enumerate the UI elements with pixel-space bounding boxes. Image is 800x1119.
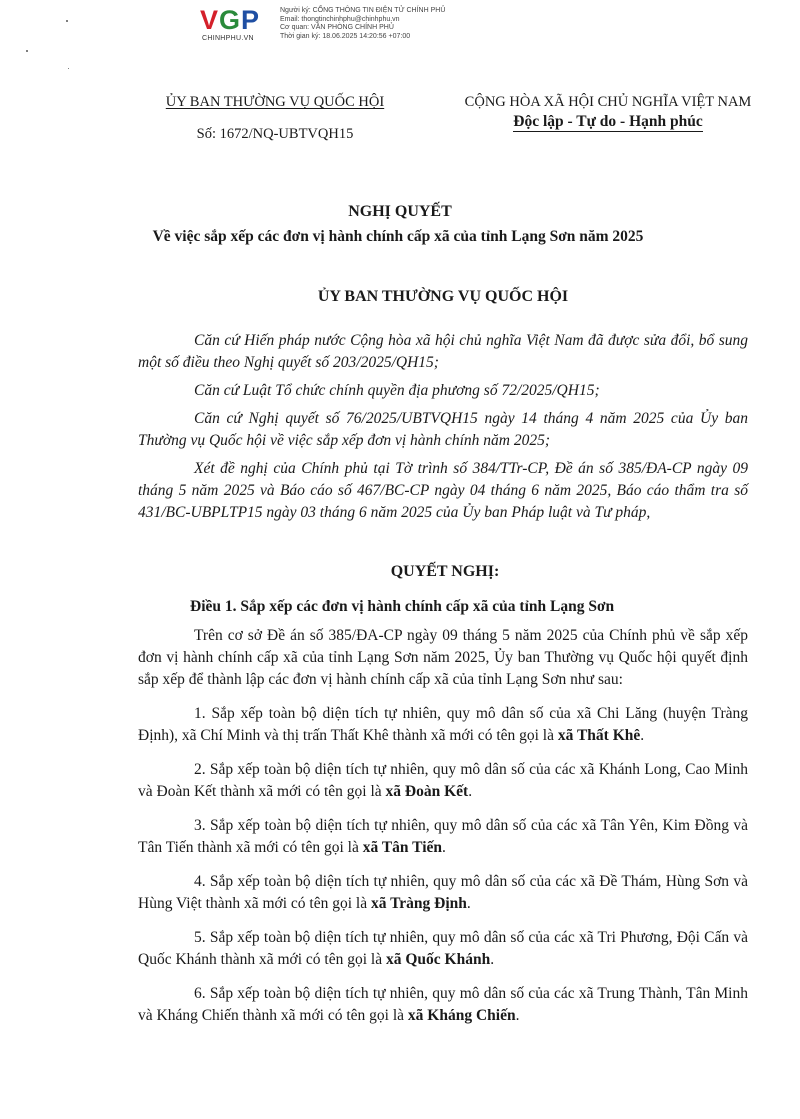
- motto-text: Độc lập - Tự do - Hạnh phúc: [513, 113, 703, 130]
- new-commune-name: xã Đoàn Kết: [385, 783, 469, 800]
- new-commune-name: xã Thất Khê: [557, 727, 641, 744]
- article-item: 2. Sắp xếp toàn bộ diện tích tự nhiên, quy mô dân số của các xã Khánh Long, Cao Minh và Đoàn Kết thành xã mới có tên gọi là xã Đoàn Kết.: [138, 761, 748, 800]
- agency-name: ỦY BAN THƯỜNG VỤ QUỐC HỘI: [165, 94, 385, 110]
- new-commune-name: xã Tân Tiến: [362, 839, 443, 856]
- signature-details: [280, 7, 445, 41]
- article-1-title: Điều 1. Sắp xếp các đơn vị hành chính cấp xã của tỉnh Lạng Sơn: [190, 598, 615, 615]
- article-item: 5. Sắp xếp toàn bộ diện tích tự nhiên, quy mô dân số của các xã Tri Phương, Đội Cấn và Quốc Khánh thành xã mới có tên gọi là xã Quốc Khánh.: [138, 929, 748, 968]
- article-item: 1. Sắp xếp toàn bộ diện tích tự nhiên, quy mô dân số của xã Chi Lăng (huyện Tràng Định), xã Chí Minh và thị trấn Thất Khê thành xã mới có tên gọi là xã Thất Khê.: [138, 705, 748, 744]
- scan-speck: [66, 20, 68, 22]
- new-commune-name: xã Quốc Khánh: [385, 951, 491, 968]
- basis-paragraph: Căn cứ Hiến pháp nước Cộng hòa xã hội chủ nghĩa Việt Nam đã được sửa đổi, bổ sung một số điều theo Nghị quyết số 203/2025/QH15;: [138, 332, 748, 371]
- legal-bases: [138, 330, 748, 524]
- vgp-logo: VGP CHINHPHU.VN: [200, 5, 261, 42]
- document-subject: Về việc sắp xếp các đơn vị hành chính cấp xã của tỉnh Lạng Sơn năm 2025: [152, 228, 644, 245]
- national-header: [428, 94, 788, 131]
- new-commune-name: xã Tràng Định: [370, 895, 467, 912]
- decision-heading: QUYẾT NGHỊ:: [390, 563, 500, 580]
- basis-paragraph: Xét đề nghị của Chính phủ tại Tờ trình số 384/TTr-CP, Đề án số 385/ĐA-CP ngày 09 tháng 5 năm 2025 và Báo cáo số 467/BC-CP ngày 04 tháng 6 năm 2025, Báo cáo thẩm tra số 431/BC-UBPLTP15 ngày 03 tháng 6 năm 2025 của Ủy ban Pháp luật và Tư pháp,: [138, 460, 748, 521]
- nation-name: CỘNG HÒA XÃ HỘI CHỦ NGHĨA VIỆT NAM: [464, 94, 752, 110]
- issuing-body: ỦY BAN THƯỜNG VỤ QUỐC HỘI: [317, 288, 569, 305]
- basis-paragraph: Căn cứ Luật Tổ chức chính quyền địa phương số 72/2025/QH15;: [194, 382, 600, 399]
- logo-subtitle: CHINHPHU.VN: [202, 35, 254, 42]
- digital-signature-stamp: [200, 6, 445, 48]
- agency-line: Cơ quan: VĂN PHÒNG CHÍNH PHỦ: [280, 24, 394, 31]
- basis-paragraph: Căn cứ Nghị quyết số 76/2025/UBTVQH15 ngày 14 tháng 4 năm 2025 của Ủy ban Thường vụ Quốc hội về việc sắp xếp đơn vị hành chính năm 2025;: [138, 410, 748, 449]
- new-commune-name: xã Kháng Chiến: [407, 1007, 516, 1024]
- document-number: Số: 1672/NQ-UBTVQH15: [196, 126, 354, 142]
- email-line: Email: thongtinchinhphu@chinhphu.vn: [280, 15, 400, 23]
- article-1-body: [138, 625, 748, 1027]
- timestamp-line: Thời gian ký: 18.06.2025 14:20:56 +07:00: [280, 32, 411, 40]
- national-motto: [428, 113, 788, 131]
- article-intro: Trên cơ sở Đề án số 385/ĐA-CP ngày 09 tháng 5 năm 2025 của Chính phủ về sắp xếp đơn vị hành chính cấp xã của tỉnh Lạng Sơn năm 2025, Ủy ban Thường vụ Quốc hội quyết định sắp xếp để thành lập các đơn vị hành chính cấp xã của tỉnh Lạng Sơn như sau:: [138, 627, 748, 688]
- agency-header: [155, 94, 395, 143]
- article-item: 4. Sắp xếp toàn bộ diện tích tự nhiên, quy mô dân số của các xã Đề Thám, Hùng Sơn và Hùng Việt thành xã mới có tên gọi là xã Tràng Định.: [138, 873, 748, 912]
- signer-line: Người ký: CỔNG THÔNG TIN ĐIỆN TỬ CHÍNH PHỦ: [280, 7, 446, 14]
- article-item: 6. Sắp xếp toàn bộ diện tích tự nhiên, quy mô dân số của các xã Trung Thành, Tân Minh và Kháng Chiến thành xã mới có tên gọi là xã Kháng Chiến.: [138, 985, 748, 1024]
- scan-speck: [68, 68, 69, 69]
- document-type: NGHỊ QUYẾT: [348, 203, 452, 220]
- article-item: 3. Sắp xếp toàn bộ diện tích tự nhiên, quy mô dân số của các xã Tân Yên, Kim Đồng và Tân Tiến thành xã mới có tên gọi là xã Tân Tiến.: [138, 817, 748, 856]
- scan-speck: [26, 50, 28, 52]
